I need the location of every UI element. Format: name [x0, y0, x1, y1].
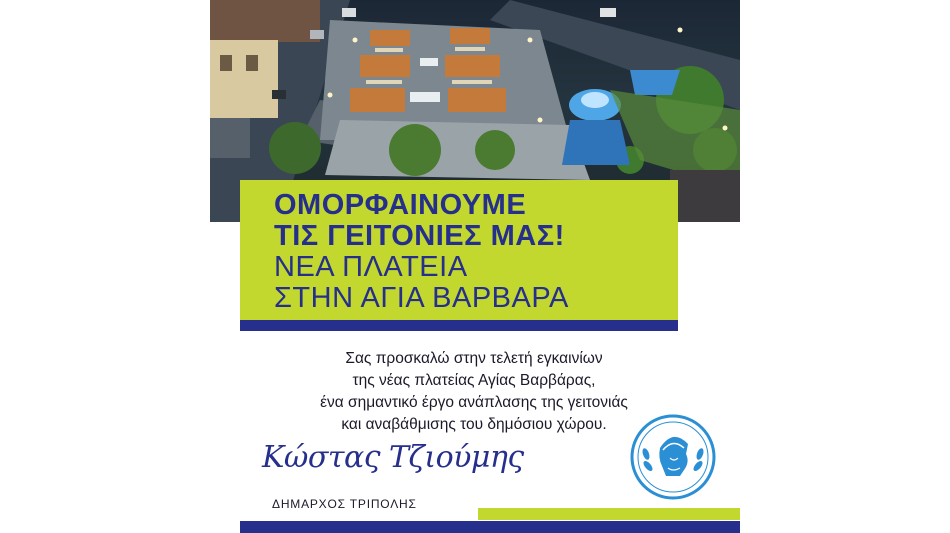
invitation-line-4: και αναβάθμισης του δημόσιου χώρου.: [341, 416, 607, 433]
headline-line-4: ΣΤΗΝ ΑΓΙΑ ΒΑΡΒΑΡΑ: [274, 282, 569, 314]
invitation-line-3: ένα σημαντικό έργο ανάπλασης της γειτονιάς: [320, 394, 628, 411]
invitation-line-1: Σας προσκαλώ στην τελετή εγκαινίων: [345, 350, 603, 367]
bottom-blue-bar: [240, 521, 740, 533]
headline-line-1: ΟΜΟΡΦΑΙΝΟΥΜΕ: [274, 189, 527, 221]
headline-line-2: ΤΙΣ ΓΕΙΤΟΝΙΕΣ ΜΑΣ!: [274, 220, 565, 252]
municipality-seal-icon: [630, 414, 716, 500]
invitation-poster: [210, 0, 740, 533]
bottom-green-bar: [478, 508, 740, 520]
headline-underline-bar: [240, 320, 678, 331]
mayor-title: ΔΗΜΑΡΧΟΣ ΤΡΙΠΟΛΗΣ: [272, 497, 417, 511]
mayor-signature: Κώστας Τζιούμης: [262, 440, 524, 475]
invitation-line-2: της νέας πλατείας Αγίας Βαρβάρας,: [352, 372, 596, 389]
headline-line-3: ΝΕΑ ΠΛΑΤΕΙΑ: [274, 251, 468, 283]
invitation-text: [264, 348, 684, 436]
headline: [274, 190, 674, 314]
